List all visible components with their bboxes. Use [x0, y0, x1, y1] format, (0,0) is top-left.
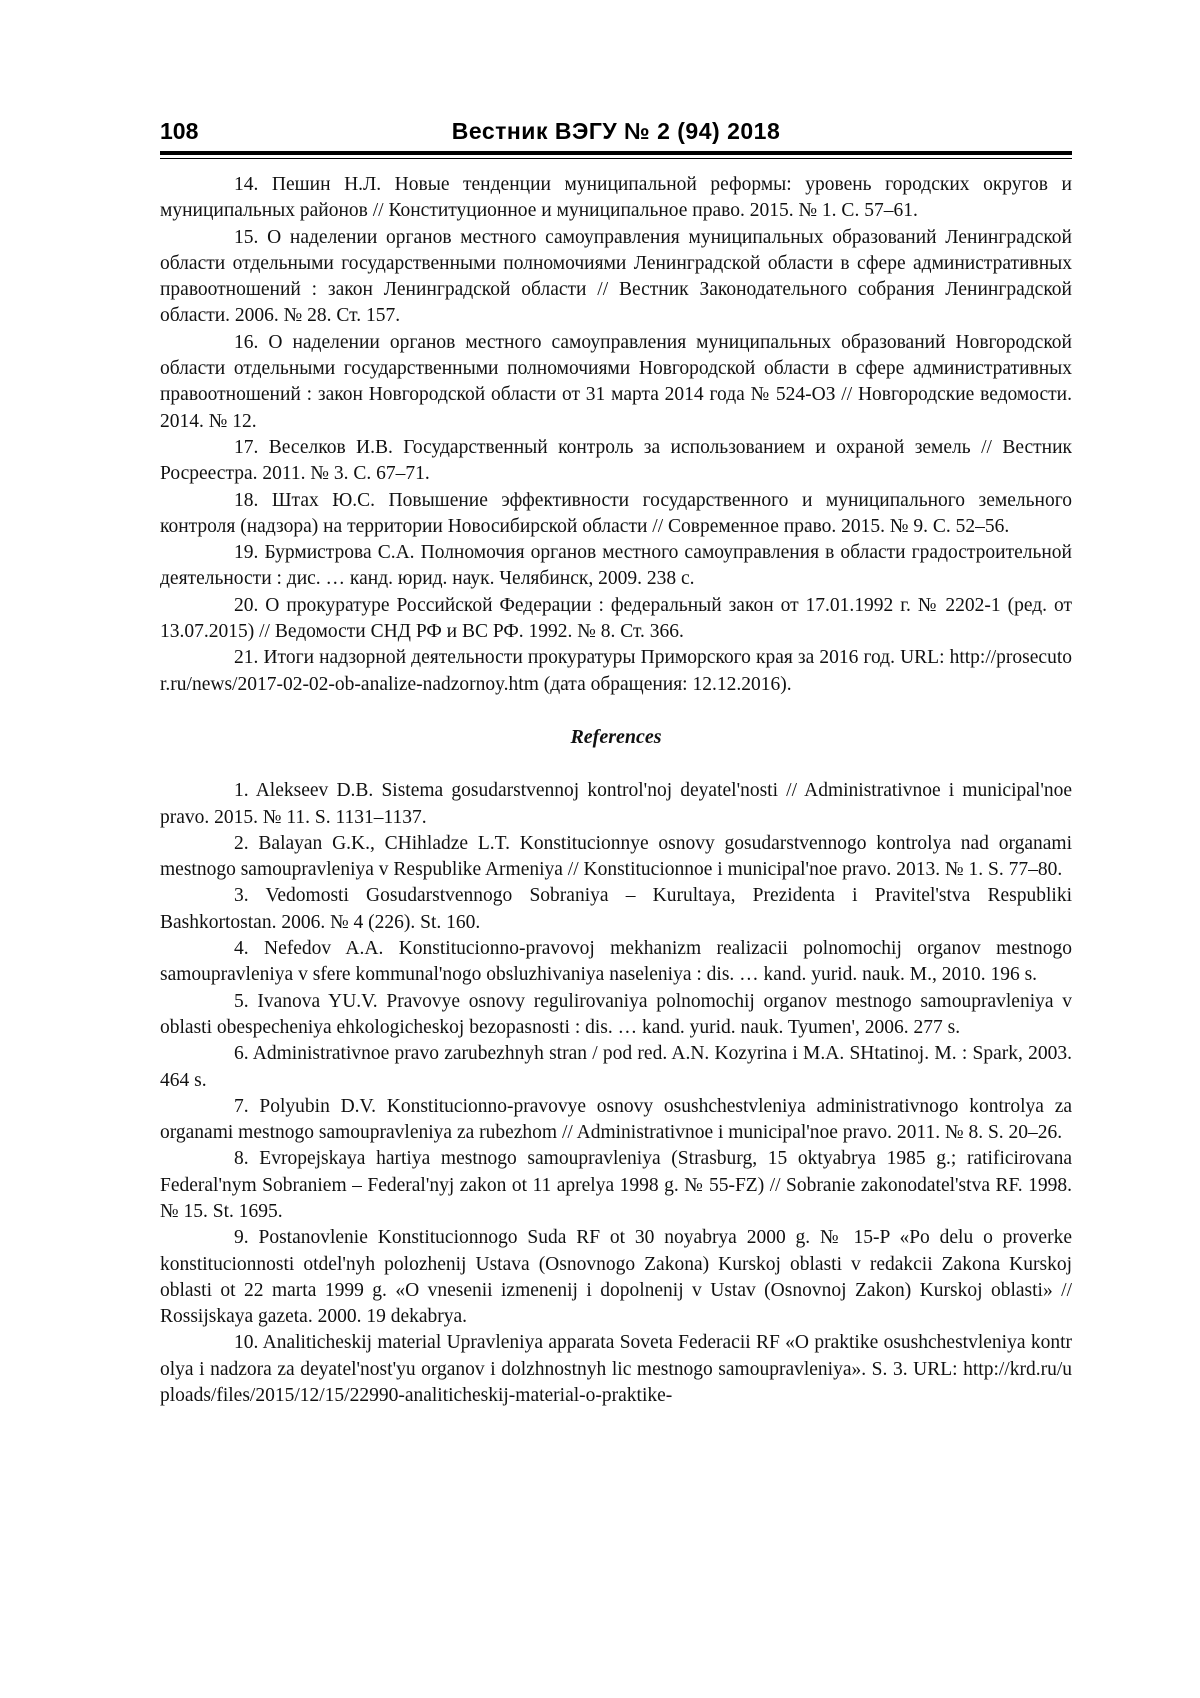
- header-rule-thick: [160, 151, 1072, 155]
- reference-en-3: 3. Vedomosti Gosudarstvennogo Sobraniya – Kurultaya, Prezidenta i Pravitel'stva Respubliki Bashkortostan. 2006. № 4 (226). St. 160.: [160, 885, 1072, 933]
- reference-en-7: 7. Polyubin D.V. Konstitucionno-pravovye osnovy osushchestvleniya administrativnogo kontrolya za organami mestnogo samoupravleniya za rubezhom // Administrativnoe i municipal'noe pravo. 2011. № 8. S. 20–26.: [160, 1095, 1072, 1144]
- reference-ru-19: 19. Бурмистрова С.А. Полномочия органов местного самоуправления в области градостроительной деятельности : дис. … канд. юрид. наук. Челябинск, 2009. 238 с.: [160, 542, 1072, 590]
- reference-en-10: 10. Analiticheskij material Upravleniya apparata Soveta Federacii RF «O praktike osushchestvleniya kontrolya i nadzora za deyatel'nost'yu organov i dolzhnostnyh lic mestnogo samoupravleniya». S. 3. URL: http://krd.ru/uploads/files/2015/12/15/22990-analiticheskij-material-o-praktike-: [160, 1332, 1072, 1407]
- reference-en-8: 8. Evropejskaya hartiya mestnogo samoupravleniya (Strasburg, 15 oktyabrya 1985 g.; ratificirovana Federal'nym Sobraniem – Federal'nyj zakon ot 11 aprelya 1998 g. № 55-FZ) // Sobranie zakonodatel'stva RF. 1998. № 15. St. 1695.: [160, 1148, 1072, 1222]
- reference-ru-15: 15. О наделении органов местного самоуправления муниципальных образований Ленинградской области отдельными государственными полномочиями Ленинградской области в сфере административных правоотношений : закон Ленинградской области // Вестник Законодательного собрания Ленинградской области. 2006. № 28. Ст. 157.: [160, 226, 1072, 327]
- reference-ru-20: 20. О прокуратуре Российской Федерации : федеральный закон от 17.01.1992 г. № 2202-1 (ред. от 13.07.2015) // Ведомости СНД РФ и ВС РФ. 1992. № 8. Ст. 366.: [160, 594, 1072, 643]
- references-heading: References: [570, 725, 662, 748]
- header-rule-thin: [160, 158, 1072, 159]
- reference-en-5: 5. Ivanova YU.V. Pravovye osnovy regulirovaniya polnomochij organov mestnogo samoupravleniya v oblasti obespecheniya ehkologicheskoj bezopasnosti : dis. … kand. yurid. nauk. Tyumen', 2006. 277 s.: [160, 990, 1072, 1038]
- reference-en-9: 9. Postanovlenie Konstitucionnogo Suda RF ot 30 noyabrya 2000 g. № 15-P «Po delu o proverke konstitucionnosti otdel'nyh polozhenij Ustava (Osnovnogo Zakona) Kurskoj oblasti v redakcii Zakona Kurskoj oblasti ot 22 marta 1999 g. «O vnesenii izmenenij i dopolnenij v Ustav (Osnovnoj Zakon) Kurskoj oblasti» // Rossijskaya gazeta. 2000. 19 dekabrya.: [160, 1227, 1072, 1328]
- reference-en-1: 1. Alekseev D.B. Sistema gosudarstvennoj kontrol'noj deyatel'nosti // Administrativnoe i municipal'noe pravo. 2015. № 11. S. 1131–1137.: [160, 780, 1072, 828]
- reference-ru-16: 16. О наделении органов местного самоуправления муниципальных образований Новгородской области отдельными государственными полномочиями Новгородской области в сфере административных правоотношений : закон Новгородской области от 31 марта 2014 года № 524-ОЗ // Новгородские ведомости. 2014. № 12.: [160, 331, 1072, 432]
- reference-en-4: 4. Nefedov A.A. Konstitucionno-pravovoj mekhanizm realizacii polnomochij organov mestnogo samoupravleniya v sfere kommunal'nogo obsluzhivaniya naseleniya : dis. … kand. yurid. nauk. M., 2010. 196 s.: [160, 938, 1072, 986]
- text-body: [160, 172, 1072, 1409]
- journal-title: Вестник ВЭГУ № 2 (94) 2018: [451, 118, 781, 144]
- reference-en-2: 2. Balayan G.K., CHihladze L.T. Konstitucionnye osnovy gosudarstvennogo kontrolya nad organami mestnogo samoupravleniya v Respublike Armeniya // Konstitucionnoe i municipal'noe pravo. 2013. № 1. S. 77–80.: [160, 832, 1072, 881]
- reference-ru-21: 21. Итоги надзорной деятельности прокуратуры Приморского края за 2016 год. URL: http://prosecutor.ru/news/2017-02-02-ob-analize-nadzornoy.htm (дата обращения: 12.12.2016).: [160, 647, 1072, 695]
- reference-ru-17: 17. Веселков И.В. Государственный контроль за использованием и охраной земель // Вестник Росреестра. 2011. № 3. С. 67–71.: [160, 436, 1072, 485]
- reference-en-6: 6. Administrativnoe pravo zarubezhnyh stran / pod red. A.N. Kozyrina i M.A. SHtatinoj. M. : Spark, 2003. 464 s.: [160, 1043, 1072, 1091]
- reference-ru-14: 14. Пешин Н.Л. Новые тенденции муниципальной реформы: уровень городских округов и муниципальных районов // Конституционное и муниципальное право. 2015. № 1. С. 57–61.: [160, 174, 1072, 222]
- page-number: 108: [160, 118, 199, 144]
- running-header: [160, 118, 1072, 148]
- reference-ru-18: 18. Штах Ю.С. Повышение эффективности государственного и муниципального земельного контроля (надзора) на территории Новосибирской области // Современное право. 2015. № 9. С. 52–56.: [160, 489, 1072, 537]
